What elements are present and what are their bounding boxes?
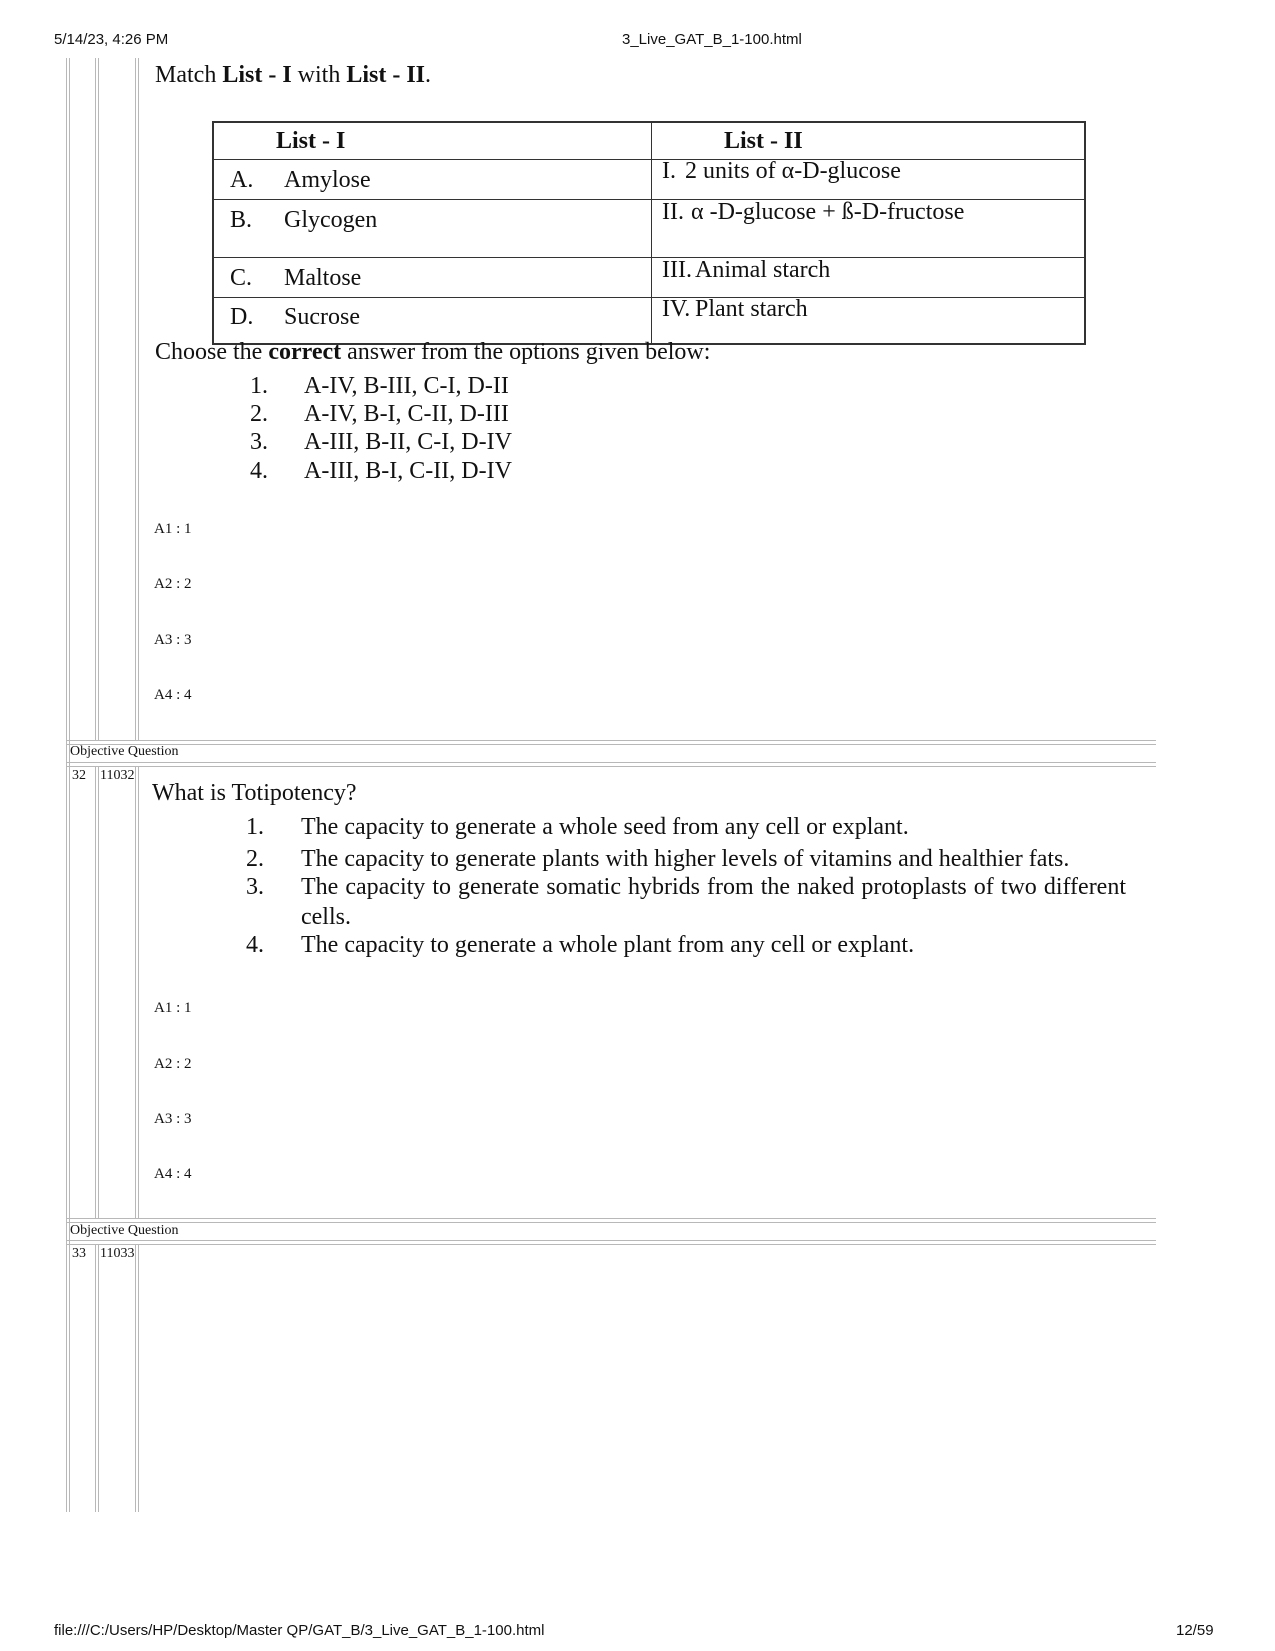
- option-number: 2.: [246, 846, 264, 872]
- list1-key: A.: [230, 167, 254, 193]
- grid-line: [66, 58, 67, 1512]
- grid-line: [138, 58, 139, 740]
- grid-line: [135, 766, 136, 1218]
- option-text: A-IV, B-III, C-I, D-II: [304, 373, 509, 399]
- grid-line: [98, 766, 99, 1218]
- option-text: A-III, B-II, C-I, D-IV: [304, 429, 512, 455]
- list1-key: C.: [230, 265, 253, 291]
- option-text: The capacity to generate plants with higher levels of vitamins and healthier fats.: [301, 846, 1070, 872]
- grid-line: [98, 58, 99, 740]
- option-text: A-IV, B-I, C-II, D-III: [304, 401, 509, 427]
- question-type-label: Objective Question: [70, 744, 179, 759]
- row-separator: [66, 1240, 1156, 1245]
- grid-line: [138, 766, 139, 1218]
- option-number: 3.: [250, 429, 268, 455]
- answer-key: A3 : 3: [154, 1111, 192, 1127]
- row-separator: [66, 762, 1156, 767]
- list2-value: α -D-glucose + ß-D-fructose: [691, 199, 965, 225]
- table-divider: [214, 297, 1084, 298]
- question-serial-number: 32: [72, 768, 86, 783]
- table-divider: [651, 123, 652, 343]
- list1-key: D.: [230, 304, 254, 330]
- option-number: 2.: [250, 401, 268, 427]
- grid-line: [69, 58, 70, 1512]
- answer-key: A2 : 2: [154, 1056, 192, 1072]
- option-number: 3.: [246, 874, 264, 900]
- grid-line: [98, 1244, 99, 1512]
- grid-line: [95, 1244, 96, 1512]
- option-number: 4.: [246, 932, 264, 958]
- option-text: The capacity to generate somatic hybrids from the naked protoplasts of two different cells.: [301, 874, 1126, 930]
- list2-value: Plant starch: [695, 296, 808, 322]
- match-instruction: Match List - I with List - II.: [155, 62, 432, 88]
- list2-key: IV.: [662, 296, 691, 322]
- question-id: 11033: [100, 1246, 135, 1261]
- option-text: The capacity to generate a whole plant from any cell or explant.: [301, 932, 915, 958]
- print-file-title: 3_Live_GAT_B_1-100.html: [622, 31, 802, 48]
- question-serial-number: 33: [72, 1246, 86, 1261]
- option-number: 1.: [246, 814, 264, 840]
- option-number: 4.: [250, 458, 268, 484]
- question-text: What is Totipotency?: [152, 780, 357, 806]
- list1-header: List - I: [276, 128, 346, 154]
- answer-key: A1 : 1: [154, 1000, 192, 1016]
- answer-key: A1 : 1: [154, 521, 192, 537]
- list2-key: II.: [662, 199, 684, 225]
- question-id: 11032: [100, 768, 135, 783]
- answer-key: A3 : 3: [154, 632, 192, 648]
- grid-line: [135, 58, 136, 740]
- match-table: [212, 121, 1086, 345]
- answer-key: A4 : 4: [154, 687, 192, 703]
- option-number: 1.: [250, 373, 268, 399]
- print-file-path: file:///C:/Users/HP/Desktop/Master QP/GAT_B/3_Live_GAT_B_1-100.html: [54, 1622, 545, 1639]
- list2-header: List - II: [724, 128, 803, 154]
- list2-value: Animal starch: [695, 257, 831, 283]
- question-type-label: Objective Question: [70, 1223, 179, 1238]
- list2-key: III.: [662, 257, 692, 283]
- answer-key: A4 : 4: [154, 1166, 192, 1182]
- option-text: A-III, B-I, C-II, D-IV: [304, 458, 512, 484]
- row-separator: [66, 1218, 1156, 1223]
- choose-instruction: Choose the correct answer from the options given below:: [155, 339, 711, 365]
- grid-line: [95, 58, 96, 740]
- answer-key: A2 : 2: [154, 576, 192, 592]
- table-divider: [214, 257, 1084, 258]
- row-separator: [66, 740, 1156, 745]
- grid-line: [135, 1244, 136, 1512]
- option-text: The capacity to generate a whole seed from any cell or explant.: [301, 814, 909, 840]
- list2-value: 2 units of α-D-glucose: [685, 158, 901, 184]
- grid-line: [95, 766, 96, 1218]
- print-datetime: 5/14/23, 4:26 PM: [54, 31, 169, 48]
- table-divider: [214, 159, 1084, 160]
- page-number: 12/59: [1176, 1622, 1214, 1639]
- list1-value: Maltose: [284, 265, 362, 291]
- list1-key: B.: [230, 207, 253, 233]
- list1-value: Amylose: [284, 167, 371, 193]
- list1-value: Glycogen: [284, 207, 378, 233]
- list1-value: Sucrose: [284, 304, 360, 330]
- list2-key: I.: [662, 158, 676, 184]
- grid-line: [138, 1244, 139, 1512]
